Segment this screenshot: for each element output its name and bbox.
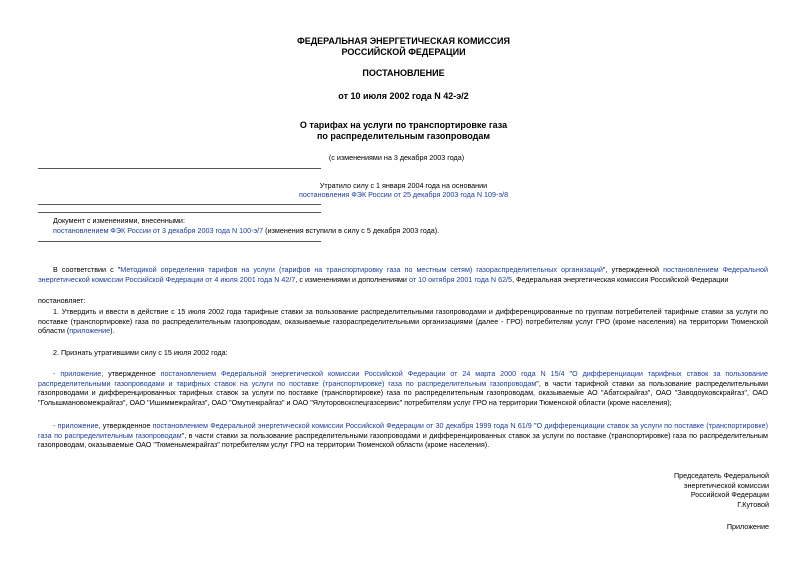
doc-title [0,120,807,143]
lost-force-block [0,181,807,199]
paragraph-preamble: В соответствии с "Методикой определения тарифов на услуги (тарифов на транспортировку газа по местным сетям) газораспределительных организаций", утвержденной постановлением Федеральной энергетической комиссии Российской Федерации от 4 июля 2001 года N 42/7, с изменениями и дополнениями от 10 октября 2001 года N 62/5, Федеральная энергетическая комиссия Российской Федерации [38,265,768,284]
resolves-label: постановляет: [38,296,86,305]
amendments-note: (с изменениями на 3 декабря 2003 года) [328,153,465,162]
divider [38,168,321,169]
changes-label: Документ с изменениями, внесенными: [53,216,185,225]
document-header [0,36,807,59]
resolution-61-9-link[interactable]: постановлением Федеральной энергетической комиссии Российской Федерации от 30 декабря 1999 года N 61/9 [152,421,532,430]
doc-title-line2: по распределительным газопроводам [316,131,490,142]
divider [38,204,321,205]
appendix-label: Приложение [726,522,769,531]
org-name-line1: ФЕДЕРАЛЬНАЯ ЭНЕРГЕТИЧЕСКАЯ КОМИССИЯ [297,36,510,46]
divider [38,212,321,213]
resolution-62-5-link[interactable]: от 10 октября 2001 года N 62/5 [408,274,513,284]
paragraph-repeal-1: - приложение, утвержденное постановлением Федеральной энергетической комиссии Российской Федерации от 24 марта 2000 года N 15/4 "О дифференциации тарифных ставок за пользование распределительными газопроводами и тарифных ставок на услуги по поставке (транспортировке) газа по распределительным газопроводам", в части тарифной ставки за пользование распределительными газопроводами и дифференцированных тарифных ставок за услуги по поставке (транспортировке) газа по распределительным газопроводам, оказываемые АО "Абатскрайгаз", ОАО "Заводоуковскрайгаз", ОАО "Голышмановомежрайгаз", ОАО "Ишиммежрайгаз", ОАО "Омутинкрайгаз" и ОАО "Ялуторовскспецгазсервис" потребителям услуг ГРО на территории Тюменской области (кроме населения); [38,369,768,407]
changes-link[interactable]: постановлением ФЭК России от 3 декабря 2003 года N 100-э/7 [53,225,264,235]
signature-line2: энергетической комиссии [683,480,769,490]
doc-title-line1: О тарифах на услуги по транспортировке газа [299,120,508,130]
signatory-name: Г.Кутовой [737,500,769,510]
resolution-15-4-link[interactable]: постановлением Федеральной энергетической комиссии Российской Федерации от 24 марта 2000 года N 15/4 [160,369,565,378]
signature-block [674,471,769,510]
lost-force-text: Утратило силу с 1 января 2004 года на основании [319,181,488,190]
divider [38,241,321,242]
signature-line3: Российской Федерации [690,490,769,500]
changes-tail: (изменения вступили в силу с 5 декабря 2003 года). [263,225,440,235]
differentiation-link-2[interactable]: О дифференциации ставок за услуги по поставке (транспортировке) газа по распределительным газопроводам [38,421,768,440]
differentiation-link-1[interactable]: О дифференциации тарифных ставок за пользование распределительными газопроводами и тарифных ставок на услуги по поставке (транспортировке) газа по распределительным газопроводам [38,369,768,388]
paragraph-item-1: 1. Утвердить и ввести в действие с 15 июля 2002 года тарифные ставки за пользование распределительными газопроводами и дифференцированные по группам потребителей тарифные ставки за услуги по поставке (транспортировке) газа по распределительным газопроводам, оказываемые газораспределительными организациями (далее - ГРО) потребителям услуг ГРО (кроме населения) на территории Тюменской области (приложение). [38,307,768,336]
lost-force-link[interactable]: постановления ФЭК России от 25 декабря 2003 года N 109-э/8 [298,190,509,199]
repeal-1-appendix-link[interactable]: приложение [60,369,102,378]
paragraph-repeal-2: - приложение, утвержденное постановлением Федеральной энергетической комиссии Российской Федерации от 30 декабря 1999 года N 61/9 "О дифференциации ставок за услуги по поставке (транспортировке) газа по распределительным газопроводам", в части ставки за пользование распределительными газопроводами и дифференцированных ставок за услуги по поставке (транспортировке) газа по распределительным газопроводам, оказываемые ОАО "Тюменьмежрайгаз" потребителям услуг ГРО на территории Тюменской области (кроме населения). [38,421,768,450]
changes-block [53,216,753,235]
signature-line1: Председатель Федеральной [674,471,769,480]
org-name-line2: РОССИЙСКОЙ ФЕДЕРАЦИИ [341,47,466,58]
resolution-42-7-link[interactable]: постановлением Федеральной энергетической комиссии Российской Федерации от 4 июля 2001 года N 42/7 [38,265,768,284]
doc-type: ПОСТАНОВЛЕНИЕ [362,68,445,78]
methodology-link[interactable]: Методикой определения тарифов на услуги (тарифов на транспортировку газа по местным сетям) газораспределительных организаций [120,265,603,274]
appendix-link[interactable]: приложение [69,326,111,336]
repeal-2-appendix-link[interactable]: приложение [57,421,99,430]
doc-date-number: от 10 июля 2002 года N 42-э/2 [338,91,469,101]
paragraph-item-2: 2. Признать утратившими силу с 15 июля 2002 года: [53,348,228,357]
